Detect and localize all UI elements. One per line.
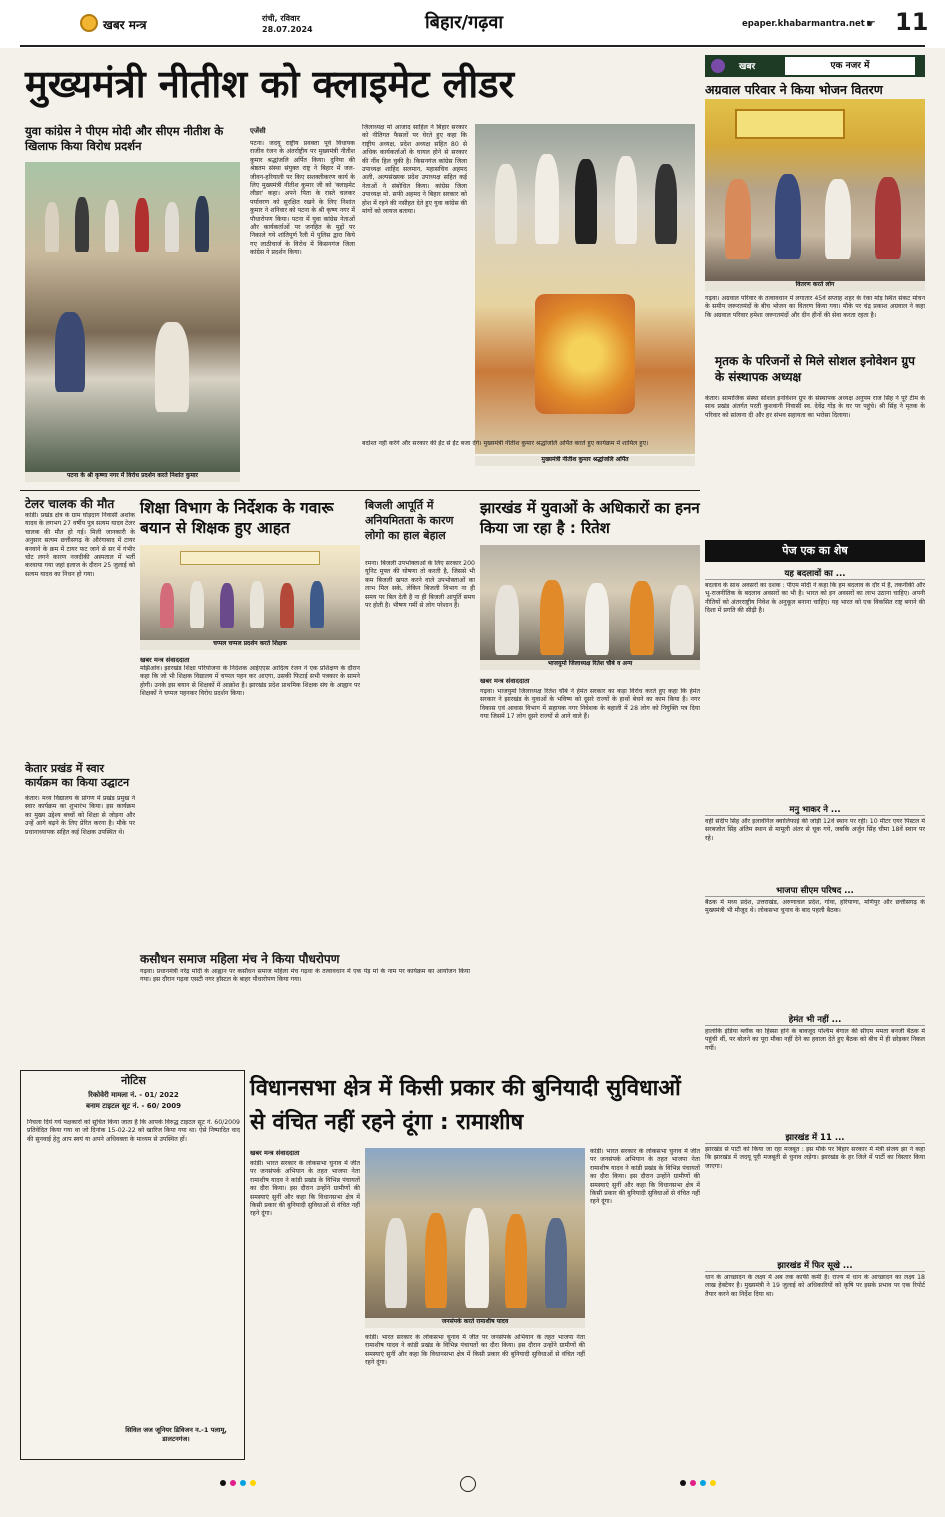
brand-logo <box>80 14 98 32</box>
notice-text: निचला दिये गये पक्षकारों को सूचित किया जाता है कि आपके विरुद्ध टाइटल सूट नं. 60/2009 प्रतिवेदित किया गया था जो दिनांक 15-02-22 को खारिज किया गया था। ऐसे निष्पादित वाद की सुनवाई हेतु आप स्वयं या अपने अधिवक्ता के माध्यम से उपस्थित हों। <box>27 1119 240 1143</box>
shiksha-text: मझिआंव। झारखंड शिक्षा परियोजना के निदेशक आईएएस आदित्य रंजन ने एक प्रशिक्षण के दौरान कहा कि जो भी शिक्षक विद्यालय में चप्पल पहन कर आएगा, उसकी फिटाई सभी पत्रकार के सामने होगी। उनके इस बयान से शिक्षकों में आक्रोश है। झारखंड प्रदेश प्राथमिक शिक्षक संघ के आह्वान पर शिक्षकों ने चप्पल पहनकर विरोध प्रदर्शन किया। <box>140 665 360 698</box>
remainder-title-4: हेमंत भी नहीं ... <box>705 1014 925 1026</box>
lead-subheadline: युवा कांग्रेस ने पीएम मोदी और सीएम नीतीश के खिलाफ किया विरोध प्रदर्शन <box>25 124 224 153</box>
lead-column-1: पटना। जदयू राष्ट्रीय प्रवक्ता पूर्व विधायक राजीव रंजन के अंतर्राष्ट्रीय पर मुख्यमंत्री नीतीश कुमार श्रद्धांजलि अर्पित किया। दुनिया की श्रेष्ठतम संस्था संयुक्त राष्ट्र ने बिहार में जल-जीवन-हरियाली पर किए सशक्तीकरण कार्य के लिए मुख्यमंत्री नीतीश कुमार जी को 'क्लाइमेट लीडर' कहा। अपने पिता के रास्ते चलकर पर्यावरण को सुरक्षित रखने के लिए निशांत कुमार ने शनिवार को पटना के श्री कृष्ण नगर में पौधारोपण किया। पटना में युवा कांग्रेस नेताओं और कार्यकर्ताओं पर जनहित के मुद्दों पर निकाले गये शांतिपूर्ण रैली में पुलिस द्वारा किये गए लाठीचार्ज के विरोध में किसनगंज जिला कांग्रेस ने प्रदर्शन किया। <box>250 140 355 257</box>
notice-signature: सिविल जज जूनियर डिविजन न.-1 पलामू, डालटनगंज। <box>125 1426 227 1443</box>
ramashish-byline: खबर मन्त्र संवाददाता <box>250 1149 300 1157</box>
lead-column-2: जिलाध्यक्ष मो आजाद साहिल ने बिहार सरकार को नीतिगत फैसलों पर घेरते हुए कहा कि राष्ट्रीय अध्यक्ष, प्रदेश अध्यक्ष सहित 80 से अधिक कार्यकर्ताओं के घायल होने से सरकार की नींव हिल चुकी है। किसनगंज कांग्रेस जिला उपाध्यक्ष शाहिद सलमान, महासचिव अहमद अली, अल्पसंख्यक प्रदेश उपाध्यक्ष सहित कई नेताओं ने संबोधित किया। कांग्रेस जिला उपाध्यक्ष मो. सफी अहमद ने बिहार सरकार को होश में रहने की नसीहत देते हुए युवा कांग्रेस की मांगों को जायज बताया। <box>362 124 467 216</box>
crosshair-icon <box>460 1476 476 1492</box>
ramashish-text-3: कांडी। भारत सरकार के लोकसभा चुनाव में जीत पर जनसंपर्क अभियान के तहत भाजपा नेता रामाशीष यादव ने कांडी प्रखंड के विभिन्न पंचायतों का दौरा किया। इस दौरान उन्होंने ग्रामीणों की समस्याएं सुनीं और कहा कि विधानसभा क्षेत्र में किसी प्रकार की बुनियादी सुविधाओं से वंचित नहीं रहने दूंगा। <box>590 1148 700 1206</box>
bjym-photo <box>480 545 700 660</box>
masthead <box>0 0 945 48</box>
brand-name: खबर मन्त्र <box>103 18 147 32</box>
masthead-rule <box>20 45 925 47</box>
ramashish-headline: विधानसभा क्षेत्र में किसी प्रकार की बुनियादी सुविधाओं से वंचित नहीं रहने दूंगा : रामाशीष <box>250 1076 681 1135</box>
footer-registration-marks <box>20 1474 925 1496</box>
remainder-title-3: भाजपा सीएम परिषद ... <box>705 885 925 897</box>
protest-photo-caption: पटना के श्री कृष्णा नगर में विरोध प्रदर्शन करते निशांत कुमार <box>25 472 240 482</box>
brief-text-2: केतार। सामाजिक संस्था सोशल इनोवेशन ग्रुप के संस्थापक अध्यक्ष अनुपम राज सिंह ने पूरे टीम के साथ प्रखंड अंतर्गत परती कुशवानी निवासी स्व. देवेंद्र गोंड़ के घर पर पहुंचे। श्री सिंह ने मृतक के परिवार को सांत्वना दी और हर संभव सहायता का भरोसा दिलाया। <box>705 395 925 419</box>
remainder-text-4: हालांकि इंडिया ब्लॉक का हिस्सा होने के बावजूद पश्चिम बंगाल की सीएम ममता बनर्जी बैठक में पहुंची थीं, पर बोलने का पूरा मौका नहीं देने का हवाला देते हुए बैठक को बीच में ही छोड़कर निकल गयीं। <box>705 1028 925 1052</box>
tree-text: गढ़वा। प्रधानमंत्री नरेंद्र मोदी के आह्वान पर कसौधन समाज महिला मंच गढ़वा के तत्वावधान में एक पेड़ मां के नाम पर कार्यक्रम का आयोजन किया गया। इस दौरान गढ़वा एसटी नगर हॉस्टल के बाहर पौधारोपण किया गया। <box>140 968 470 984</box>
notice-case-1: रिकोवेरी मामला नं. - 01/ 2022 <box>88 1091 179 1099</box>
bijli-headline: बिजली आपूर्ति में अनियमितता के कारण लोगो का हाल बेहाल <box>365 499 454 542</box>
page-one-remainder <box>705 540 925 1460</box>
ramashish-text: कांडी। भारत सरकार के लोकसभा चुनाव में जीत पर जनसंपर्क अभियान के तहत भाजपा नेता रामाशीष यादव ने कांडी प्रखंड के विभिन्न पंचायतों का दौरा किया। इस दौरान उन्होंने ग्रामीणों की समस्याएं सुनीं और कहा कि विधानसभा क्षेत्र में किसी प्रकार की बुनियादी सुविधाओं से वंचित नहीं रहने दूंगा। <box>250 1160 360 1218</box>
brief-header <box>705 55 925 77</box>
grapes-icon <box>711 59 725 73</box>
remainder-title-6: झारखंड में फिर सूखे ... <box>705 1260 925 1272</box>
lead-headline: मुख्यमंत्री नीतीश को क्लाइमेट लीडर <box>25 62 515 106</box>
tribute-photo <box>475 124 695 454</box>
lead-column-3: बर्दाश्त नहीं करेंगे और सरकार की ईंट से ईंट बजा देंगे। मुख्यमंत्री नीतीश कुमार श्रद्धांजलि अर्पित करते हुए कार्यक्रम में शामिल हुए। <box>362 440 649 447</box>
brief-headline-2: मृतक के परिजनों से मिले सोशल इनोवेशन ग्रुप के संस्थापक अध्यक्ष <box>715 354 915 384</box>
notice-title: नोटिस <box>121 1074 146 1087</box>
remainder-title-5: झारखंड में 11 ... <box>705 1132 925 1144</box>
ritesh-text: गढ़वा। भाजयुमो जिलाध्यक्ष रितेश चौबे ने हेमंत सरकार का कड़ा विरोध करते हुए कहा कि हेमंत सरकार ने झारखंड के युवाओं के भविष्य को दूसरे राज्यों के हाथों बेचने का काम किया है। नगर विकास एवं आवास विभाग में सहायक नगर निवेशक के बहाली में 28 लोग को नियुक्ति पत्र दिया गया जिसमें 17 लोग दूसरे राज्यों से आने वाले हैं। <box>480 688 700 721</box>
news-brief-box <box>705 55 925 529</box>
remainder-text-1: बदलाव के साथ अवसरों का दशक : पीएम मोदी ने कहा कि हम बदलाव के दौर में हैं, तकनीकी और भू-राजनीतिक के बदलाव अवसरों का भी है। भारत को इन अवसरों का लाभ उठाना चाहिए। अपनी नीतियों को अंतरराष्ट्रीय निवेश के अनुकूल बनाना चाहिए। यह भारत को एक विकसित राष्ट्र बनाने की दिशा में प्रगति की सीढ़ी है। <box>705 582 925 615</box>
issue-date: 28.07.2024 <box>262 25 313 34</box>
remainder-title-1: यह बदलावों का ... <box>705 568 925 580</box>
brief-text-1: गढ़वा। अग्रवाल परिवार के तत्वावधान में लगातार 45वें सप्ताह शहर के रंका मोड़ स्थित संकट मोचन के समीप जरूरतमंदों के बीच भोजन का वितरण किया गया। मौके पर चंद्र प्रकाश अग्रवाल ने कहा कि अग्रवाल परिवार हमेशा जरूरतमंदों और दीन हीनों की सेवा करता रहता है। <box>705 295 925 319</box>
jansampark-photo <box>365 1148 585 1318</box>
remainder-title-2: मनु भाकर ने ... <box>705 804 925 816</box>
cursor-icon: ☛ <box>866 17 876 30</box>
notice-case-2: बनाम टाइटल सूट नं. - 60/ 2009 <box>85 1102 182 1110</box>
page-number: 11 <box>895 8 929 36</box>
legal-notice <box>20 1070 245 1460</box>
protest-photo <box>25 162 240 472</box>
city-day: रांची, रविवार <box>262 14 300 23</box>
site-url[interactable]: epaper.khabarmantra.net <box>742 19 865 29</box>
agency-label: एजेंसी <box>250 127 266 135</box>
trailer-text: कांडी। प्रखंड क्षेत्र के ग्राम घोड़दाग निवासी अशोक यादव के लगभग 27 वर्षीय पुत्र सत्यम यादव टेलर चालक की मौत हो गई। मिली जानकारी के अनुसार सत्यम छत्तीसगढ़ के औरंगाबाद में टायर बनवाने के क्रम में टायर फट जाने से सर में गंभीर चोट लगने कारण नजदीकी अस्पताल में भर्ती करवाया गया जहां इलाज के दौरान 25 जुलाई को सत्यम यादव का निधन हो गया। <box>25 512 135 578</box>
page-one-header: पेज एक का शेष <box>705 540 925 562</box>
remainder-text-6: धान के आच्छादन के लक्ष्य में अब तक काफी कमी है। राज्य में धान के आच्छादन का लक्ष्य 18 लाख हेक्टेयर है। मुख्यमंत्री ने 19 जुलाई को अधिकारियों को कृषि पर इसके प्रभाव पर एक रिपोर्ट तैयार करने का निर्देश दिया था। <box>705 1274 925 1298</box>
ketar-headline: केतार प्रखंड में स्वार कार्यक्रम का किया उद्घाटन <box>25 762 130 789</box>
row2-rule <box>20 490 700 491</box>
remainder-text-3: बैठक में मध्य प्रदेश, उत्तराखंड, अरुणाचल प्रदेश, गोवा, हरियाणा, मणिपुर और छत्तीसगढ़ के मुख्यमंत्री भी मौजूद थे। लोकसभा चुनाव के बाद पहली बैठक। <box>705 899 925 915</box>
tree-headline: कसौधन समाज महिला मंच ने किया पौधरोपण <box>140 952 340 966</box>
food-distribution-photo <box>705 99 925 281</box>
ramashish-text-2: कांडी। भारत सरकार के लोकसभा चुनाव में जीत पर जनसंपर्क अभियान के तहत भाजपा नेता रामाशीष यादव ने कांडी प्रखंड के विभिन्न पंचायतों का दौरा किया। इस दौरान उन्होंने ग्रामीणों की समस्याएं सुनीं और कहा कि विधानसभा क्षेत्र में किसी प्रकार की बुनियादी सुविधाओं से वंचित नहीं रहने दूंगा। <box>365 1334 585 1367</box>
bjym-photo-caption: भाजयुमो जिलाध्यक्ष रितेश चौबे व अन्य <box>480 660 700 670</box>
ritesh-headline: झारखंड में युवाओं के अधिकारों का हनन किया जा रहा है : रितेश <box>480 499 700 537</box>
ketar-text: केतार। मध्य विद्यालय के प्रांगण में प्रखंड प्रमुख ने स्वार कार्यक्रम का शुभारंभ किया। इस कार्यक्रम का मुख्य उद्देश्य बच्चों को शिक्षा से जोड़ना और उन्हें आगे बढ़ने के लिए प्रेरित करना है। मौके पर प्रधानाध्यापक सहित कई शिक्षक उपस्थित थे। <box>25 795 135 836</box>
ritesh-byline: खबर मन्त्र संवाददाता <box>480 677 530 685</box>
brief-label: खबर <box>739 62 756 72</box>
brief-tag: एक नजर में <box>785 57 915 75</box>
bijli-text: रमना। बिजली उपभोक्ताओं के लिए सरकार 200 यूनिट मुफ्त की घोषणा तो करती है, जिससे भी कम बिजली खपत करने वाले उपभोक्ताओं का लाभ मिल सके, लेकिन बिजली विभाग ना ही समय पर बिल देती है ना ही बिजली आपूर्ति समय पर होती है। भीषण गर्मी से लोग परेशान हैं। <box>365 560 475 610</box>
tribute-photo-caption: मुख्यमंत्री नीतीश कुमार श्रद्धांजलि अर्पित <box>475 456 695 466</box>
trailer-headline: टेलर चालक की मौत <box>25 497 115 511</box>
food-photo-caption: वितरण करते लोग <box>705 281 925 291</box>
remainder-text-2: वहीं संदीप सिंह और इलावेनिल क्वालिफाई की जोड़ी 12वें स्थान पर रही। 10 मीटर एयर पिस्टल में सरबजोत सिंह अंतिम स्थान से मामूली अंतर से चूक गये, जबकि अर्जुन सिंह चीमा 18वें स्थान पर रहे। <box>705 818 925 842</box>
teachers-photo-caption: चप्पल चप्पल प्रदर्शन करते शिक्षक <box>140 640 360 650</box>
shiksha-byline: खबर मन्त्र संवाददाता <box>140 656 190 664</box>
brief-headline-1: अग्रवाल परिवार ने किया भोजन वितरण <box>705 82 883 97</box>
remainder-text-5: झारखंड से पार्टी को किया जा रहा मजबूत : इस मौके पर बिहार सरकार में मंत्री संजय झा ने कहा कि झारखंड में जदयू पूरी मजबूती से चुनाव लड़ेगा। झारखंड के हर जिले में पार्टी का विस्तार किया जाएगा। <box>705 1146 925 1170</box>
section-title: बिहार/गढ़वा <box>425 12 504 33</box>
shiksha-headline: शिक्षा विभाग के निर्देशक के गवारू बयान से शिक्षक हुए आहत <box>140 499 334 537</box>
teachers-photo <box>140 545 360 640</box>
jansampark-photo-caption: जनसंपर्क करते रामाशीष यादव <box>365 1318 585 1328</box>
